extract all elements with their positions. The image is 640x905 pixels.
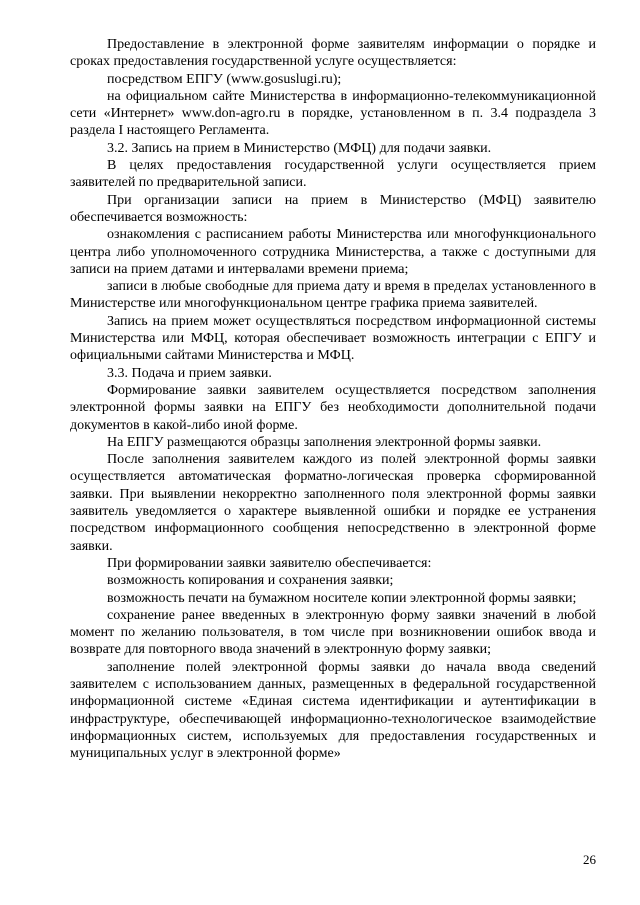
document-body bbox=[70, 36, 596, 762]
paragraph: записи в любые свободные для приема дату и время в пределах установленного в Министерстве или многофункциональном центре графика приема заявителей. bbox=[70, 279, 596, 312]
page-number: 26 bbox=[583, 852, 596, 867]
paragraph: При организации записи на прием в Министерство (МФЦ) заявителю обеспечивается возможность: bbox=[70, 192, 596, 225]
paragraph: заполнение полей электронной формы заявки до начала ввода сведений заявителем с использованием данных, размещенных в федеральной государственной информационной системе «Единая система идентификации и аутентификации в инфраструктуре, обеспечивающей информационно-технологическое взаимодействие информационных систем, используемых для предоставления государственных и муниципальных услуг в электронной форме» bbox=[70, 659, 596, 762]
paragraph: В целях предоставления государственной услуги осуществляется прием заявителей по предварительной записи. bbox=[70, 158, 596, 191]
paragraph: После заполнения заявителем каждого из полей электронной формы заявки осуществляется автоматическая форматно-логическая проверка сформированной заявки. При выявлении некорректно заполненного поля электронной формы заявки заявитель уведомляется о характере выявленной ошибки и порядке ее устранения посредством информационного сообщения непосредственно в электронной форме заявки. bbox=[70, 452, 596, 554]
paragraph: При формировании заявки заявителю обеспечивается: bbox=[107, 555, 432, 571]
paragraph: на официальном сайте Министерства в информационно-телекоммуникационной сети «Интернет» www.don-agro.ru в порядке, установленном в п. 3.4 подраздела 3 раздела I настоящего Регламента. bbox=[70, 88, 596, 139]
section-heading: 3.2. Запись на прием в Министерство (МФЦ) для подачи заявки. bbox=[107, 140, 492, 156]
paragraph: На ЕПГУ размещаются образцы заполнения электронной формы заявки. bbox=[107, 434, 542, 450]
paragraph: сохранение ранее введенных в электронную форму заявки значений в любой момент по желанию пользователя, в том числе при возникновении ошибок ввода и возврате для повторного ввода значений в электронную форму заявки; bbox=[70, 607, 596, 658]
paragraph: посредством ЕПГУ (www.gosuslugi.ru); bbox=[107, 71, 342, 87]
paragraph: возможность печати на бумажном носителе копии электронной формы заявки; bbox=[107, 590, 577, 606]
paragraph: Предоставление в электронной форме заявителям информации о порядке и сроках предоставления государственной услуге осуществляется: bbox=[70, 37, 596, 70]
paragraph: возможность копирования и сохранения заявки; bbox=[107, 573, 394, 589]
paragraph: Запись на прием может осуществляться посредством информационной системы Министерства или МФЦ, которая обеспечивает возможность интеграции с ЕПГУ и официальными сайтами Министерства и МФЦ. bbox=[70, 313, 596, 364]
section-heading: 3.3. Подача и прием заявки. bbox=[107, 365, 272, 381]
paragraph: ознакомления с расписанием работы Министерства или многофункционального центра либо уполномоченного сотрудника Министерства, а также с доступными для записи на прием датами и интервалами времени приема; bbox=[70, 227, 596, 277]
paragraph: Формирование заявки заявителем осуществляется посредством заполнения электронной формы заявки на ЕПГУ без необходимости дополнительной подачи документов в какой-либо иной форме. bbox=[70, 382, 596, 433]
